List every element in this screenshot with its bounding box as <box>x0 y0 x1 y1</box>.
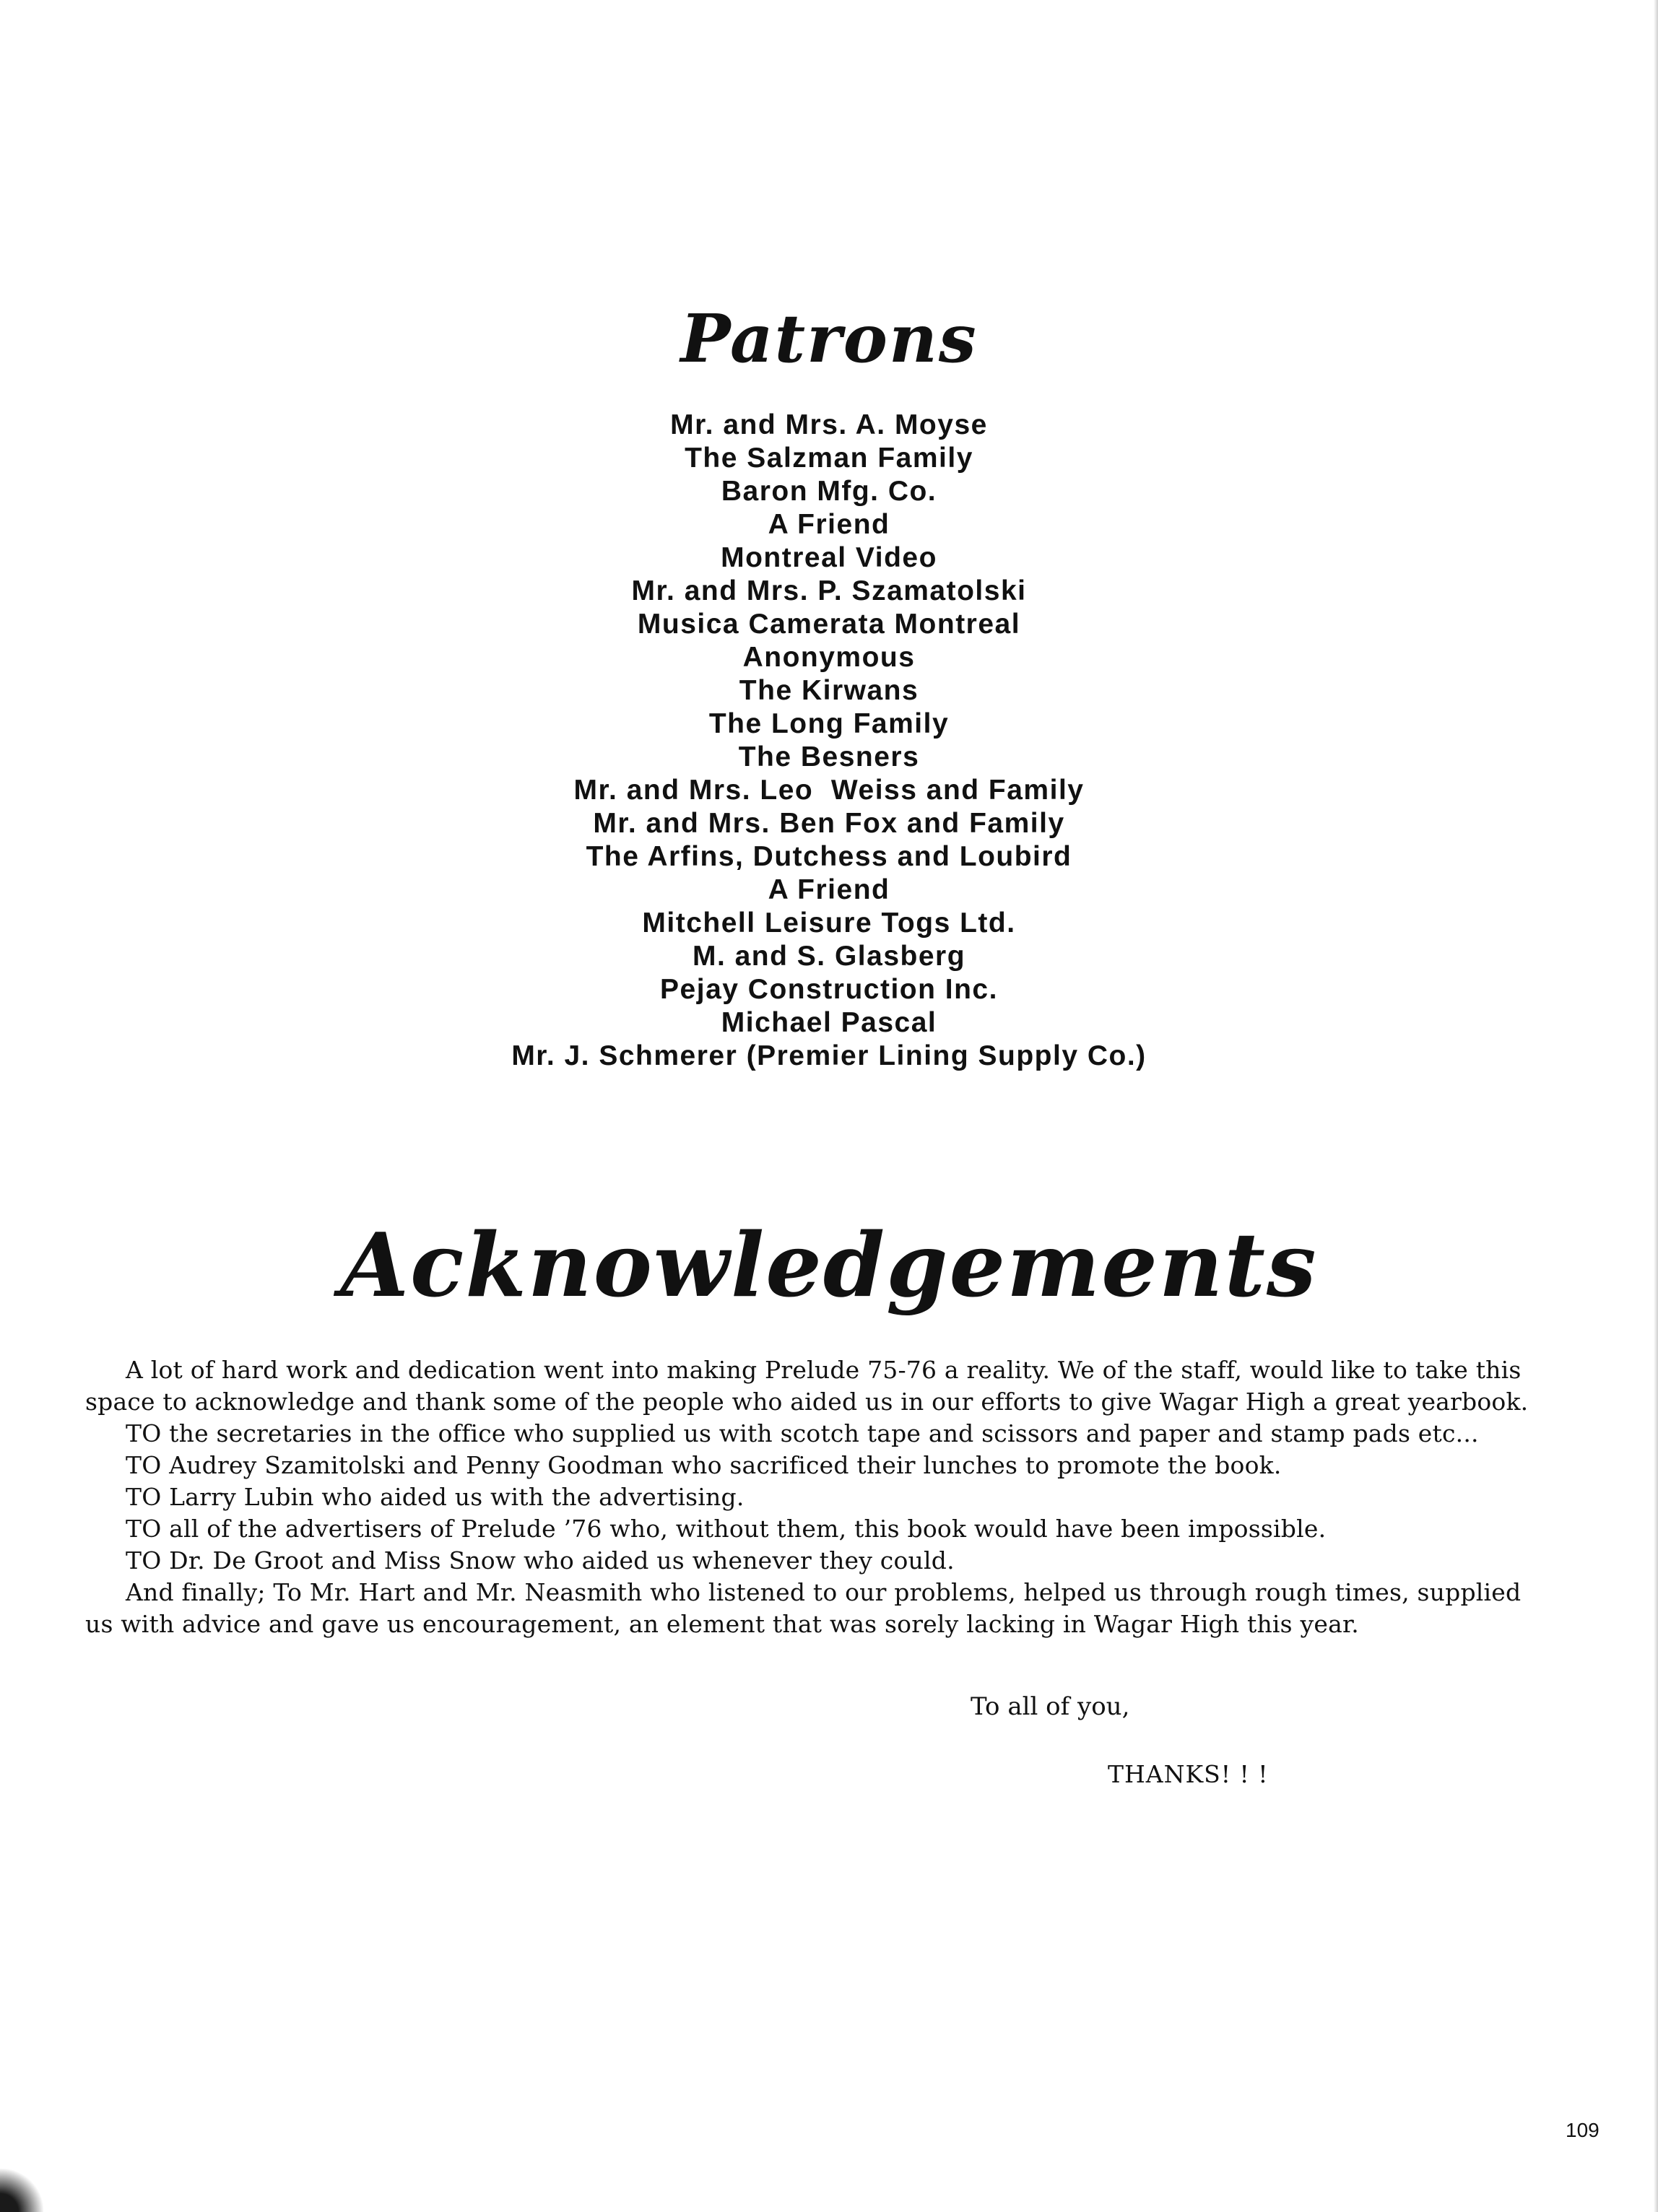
patron-name: Mr. and Mrs. Leo Weiss and Family <box>573 775 1085 806</box>
patron-name: The Besners <box>738 741 920 772</box>
patron-name: The Kirwans <box>739 675 919 706</box>
ack-paragraph: TO Dr. De Groot and Miss Snow who aided us whenever they could. <box>126 1546 955 1575</box>
patron-name: A Friend <box>768 874 890 905</box>
patron-name: Mitchell Leisure Togs Ltd. <box>642 907 1016 939</box>
patrons-heading: Patrons <box>680 300 978 378</box>
patron-name: The Arfins, Dutchess and Loubird <box>586 841 1072 872</box>
patron-name: Mr. and Mrs. Ben Fox and Family <box>593 808 1065 839</box>
patron-name: Montreal Video <box>721 542 937 573</box>
page-corner-shadow <box>0 2169 43 2212</box>
ack-paragraph: And finally; To Mr. Hart and Mr. Neasmith who listened to our problems, helped us through rough times, supplied us with advice and gave us encouragement, an element that was sorely lacking in Wagar High this year. <box>85 1578 1522 1638</box>
ack-paragraph: TO the secretaries in the office who supplied us with scotch tape and scissors and paper and stamp pads etc... <box>126 1419 1479 1447</box>
closing-line: To all of you, <box>971 1692 1130 1721</box>
ack-paragraph: TO all of the advertisers of Prelude ’76 who, without them, this book would have been impossible. <box>126 1515 1327 1543</box>
patron-name: Musica Camerata Montreal <box>637 609 1021 640</box>
patron-name: A Friend <box>768 509 890 540</box>
acknowledgements-body <box>85 1354 1537 1640</box>
patron-name: M. and S. Glasberg <box>692 941 966 972</box>
patron-name: Michael Pascal <box>721 1007 937 1038</box>
patron-name: The Long Family <box>708 708 950 739</box>
patron-name: Baron Mfg. Co. <box>721 476 937 507</box>
acknowledgements-heading: Acknowledgements <box>340 1213 1318 1317</box>
patron-name: Mr. and Mrs. P. Szamatolski <box>631 575 1027 606</box>
signoff: THANKS! ! ! <box>1108 1760 1269 1788</box>
patron-name: Anonymous <box>742 642 916 673</box>
ack-paragraph: TO Larry Lubin who aided us with the advertising. <box>126 1483 745 1511</box>
patron-name: The Salzman Family <box>685 443 973 474</box>
page-number: 109 <box>1566 2119 1600 2141</box>
patron-name: Mr. and Mrs. A. Moyse <box>670 409 988 440</box>
ack-paragraph: A lot of hard work and dedication went into making Prelude 75-76 a reality. We of the staff, would like to take this space to acknowledge and thank some of the people who aided us in our efforts to give Wagar High a great yearbook. <box>85 1356 1529 1416</box>
patron-name: Pejay Construction Inc. <box>660 974 998 1005</box>
patron-list <box>0 409 1658 1073</box>
patron-name: Mr. J. Schmerer (Premier Lining Supply Co.) <box>511 1040 1147 1071</box>
ack-paragraph: TO Audrey Szamitolski and Penny Goodman who sacrificed their lunches to promote the book. <box>126 1451 1282 1479</box>
